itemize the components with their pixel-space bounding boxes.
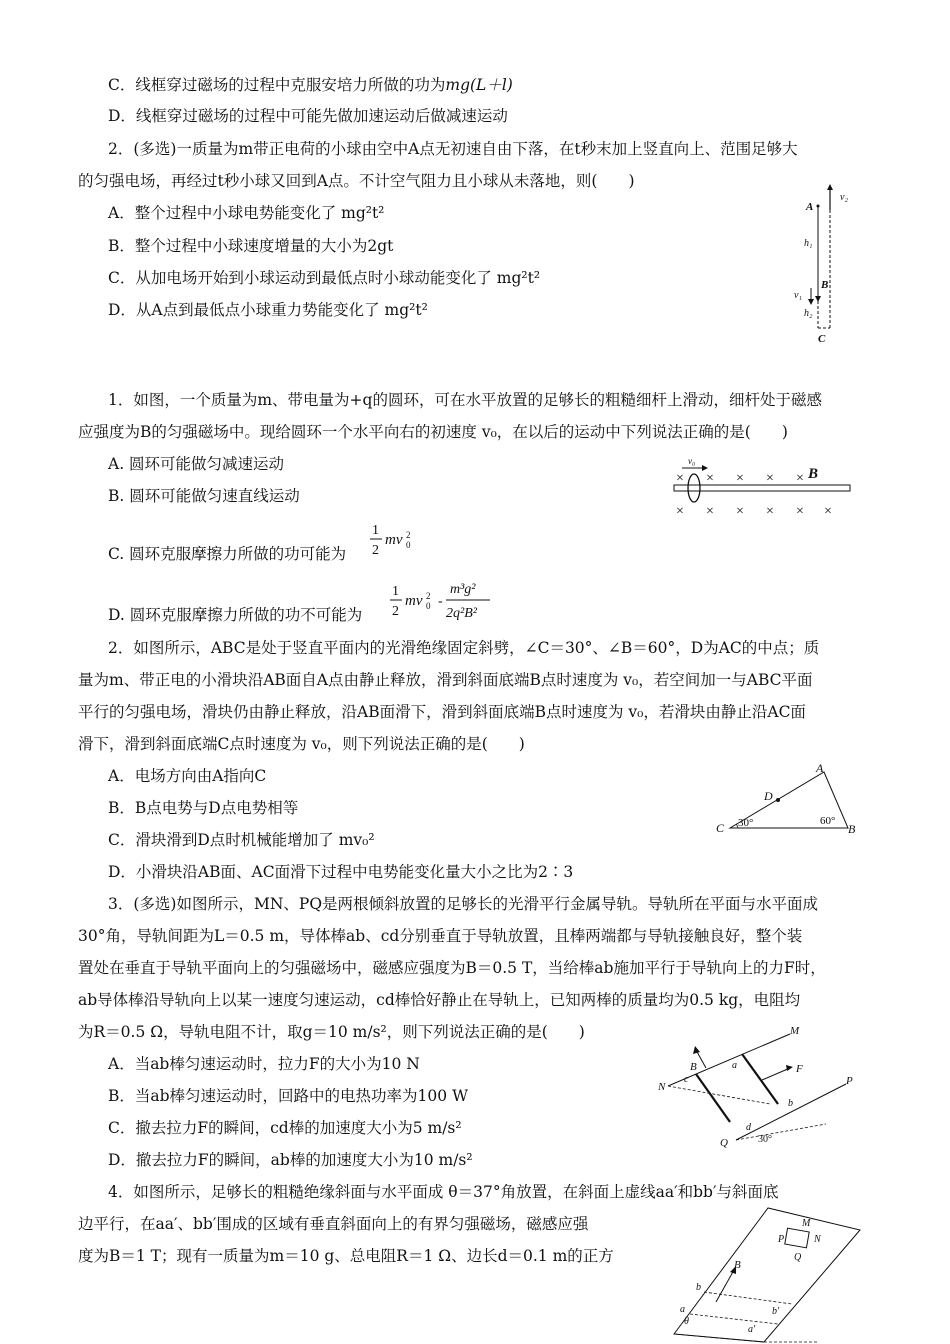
- label-b: B: [690, 1061, 697, 1073]
- point-d: [776, 798, 780, 802]
- angle-c: 30°: [738, 817, 754, 829]
- svg-text:×: ×: [736, 504, 744, 519]
- label-q: Q: [720, 1137, 728, 1149]
- label-b-small: b: [696, 1282, 701, 1293]
- line-aa: [690, 1314, 778, 1324]
- s2-q3-stem-line3: 置处在垂直于导轨平面向上的匀强磁场中，磁感应强度为B＝0.5 T，当给棒ab施加平行于导轨向上的力F时，: [78, 959, 826, 977]
- f-arrowhead: [786, 1065, 793, 1071]
- label-h1: h₁: [804, 238, 813, 249]
- q-prev-option-c: [108, 75, 513, 95]
- sup-2: 2: [426, 591, 431, 601]
- label-v0: v₀: [688, 456, 696, 466]
- mv: mv: [385, 532, 403, 548]
- label-theta: θ: [684, 1316, 689, 1327]
- s2-q2-stem-line1: 2．如图所示，ABC是处于竖直平面内的光滑绝缘固定斜劈，∠C＝30°、∠B＝60°，D为AC的中点；质: [108, 639, 820, 657]
- label-c: c: [684, 1074, 689, 1085]
- svg-text:×: ×: [766, 504, 774, 519]
- line-bb: [704, 1292, 792, 1304]
- rod-cd: [696, 1074, 730, 1122]
- minus: -: [438, 594, 443, 609]
- label-b: B: [821, 279, 829, 291]
- svg-text:×: ×: [766, 471, 774, 486]
- label-v2: v₂: [840, 192, 848, 203]
- q2-option-b: B．整个过程中小球速度增量的大小为2gt: [108, 237, 394, 255]
- rod-ab: [742, 1054, 778, 1104]
- s2-q3-stem-line2: 30°角，导轨间距为L＝0.5 m，导体棒ab、cd分别垂直于导轨放置，且棒两端都与导轨接触良好，整个装: [78, 927, 803, 945]
- q2-option-d: D．从A点到最低点小球重力势能变化了 mg²t²: [108, 301, 428, 319]
- s2-q2-stem-line4: 滑下，滑到斜面底端C点时速度为 v₀，则下列说法正确的是( ): [78, 735, 525, 753]
- label-a: A: [806, 201, 814, 213]
- s2-q3-option-a: A．当ab棒匀速运动时，拉力F的大小为10 N: [108, 1055, 420, 1073]
- q2-option-a: A．整个过程中小球电势能变化了 mg²t²: [108, 204, 385, 222]
- label-p: P: [778, 1234, 785, 1245]
- frac-num: 1: [372, 523, 379, 538]
- label-c: C: [716, 821, 725, 835]
- s2-q1-option-c: C. 圆环克服摩擦力所做的功可能为: [108, 545, 347, 563]
- s2-q4-stem-line2: 边平行，在aa′、bb′围成的区域有垂直斜面向上的有界匀强磁场，磁感应强: [78, 1215, 589, 1233]
- s2-q2-stem-line3: 平行的匀强电场，滑块仍由静止释放，沿AB面滑下，滑到斜面底端B点时速度为 v₀，若滑块由静止沿AC面: [78, 703, 806, 721]
- f-arrow: [762, 1068, 790, 1080]
- base-line: [674, 1334, 764, 1342]
- incline-figure: [668, 1206, 868, 1342]
- v2-arrowhead: [827, 184, 833, 190]
- dash-2: [668, 1086, 770, 1104]
- s2-q3-option-c: C．撤去拉力F的瞬间，cd棒的加速度大小为5 m/s²: [108, 1119, 462, 1137]
- s2-q2-stem-line2: 量为m、带正电的小滑块沿AB面自A点由静止释放，滑到斜面底端B点时速度为 v₀，若空间加一与ABC平面: [78, 671, 813, 689]
- label-v1: v₁: [794, 290, 802, 301]
- rail-pq: [736, 1084, 846, 1140]
- label-a: A: [816, 761, 824, 775]
- label-d: D: [764, 789, 773, 803]
- s2-q2-option-d: D．小滑块沿AB面、AC面滑下过程中电势能变化量大小之比为2∶3: [108, 863, 574, 881]
- label-h2: h₂: [804, 308, 813, 319]
- ring-rod-figure: [672, 452, 862, 522]
- ball-motion-figure: [790, 180, 860, 350]
- label-b-prime: b′: [772, 1306, 780, 1317]
- svg-text:×: ×: [676, 471, 684, 486]
- square-loop: [785, 1228, 809, 1248]
- label-m: M: [802, 1218, 811, 1229]
- incline-plane: [674, 1208, 860, 1342]
- s2-q1-stem-line2: 应强度为B的匀强磁场中。现给圆环一个水平向右的初速度 v₀，在以后的运动中下列说法正确的是( ): [78, 423, 788, 441]
- s2-q1-option-b: B. 圆环可能做匀速直线运动: [108, 487, 300, 505]
- label-a-prime: a′: [748, 1324, 756, 1335]
- label-b: B: [734, 1259, 741, 1271]
- rails-figure: [650, 1024, 860, 1154]
- svg-text:×: ×: [824, 504, 832, 519]
- s2-q1-option-a: A. 圆环可能做匀减速运动: [108, 455, 285, 473]
- den: 2q²B²: [446, 606, 477, 621]
- formula-c: [368, 520, 428, 566]
- s2-q1-stem-line1: 1．如图，一个质量为m、带电量为+q的圆环，可在水平放置的足够长的粗糙细杆上滑动，细杆处于磁感: [108, 391, 822, 409]
- s2-q4-stem-line3: 度为B＝1 T；现有一质量为m＝10 g、总电阻R＝1 Ω、边长d＝0.1 m的正方: [78, 1247, 614, 1265]
- v1-arrowhead: [808, 299, 814, 305]
- svg-text:×: ×: [796, 471, 804, 486]
- s2-q3-stem-line4: ab导体棒沿导轨向上以某一速度匀速运动，cd棒恰好静止在导轨上，已知两棒的质量均为0.5 kg，电阻均: [78, 991, 801, 1009]
- option-text: C．线框穿过磁场的过程中克服安培力所做的功为: [108, 76, 446, 94]
- label-n: N: [658, 1081, 666, 1093]
- mv: mv: [405, 593, 423, 609]
- sub-0: 0: [426, 601, 431, 611]
- label-b-end: b: [788, 1098, 793, 1109]
- label-m: M: [790, 1025, 800, 1037]
- svg-text:×: ×: [676, 504, 684, 519]
- label-b: B: [808, 466, 819, 482]
- s2-q2-option-a: A．电场方向由A指向C: [108, 767, 267, 785]
- num: m³g²: [450, 582, 476, 597]
- sub-0: 0: [406, 540, 411, 550]
- label-a: a: [680, 1304, 685, 1315]
- s2-q3-option-b: B．当ab棒匀速运动时，回路中的电热功率为100 W: [108, 1087, 468, 1105]
- s2-q3-option-d: D．撤去拉力F的瞬间，ab棒的加速度大小为10 m/s²: [108, 1151, 473, 1169]
- s2-q3-stem-line5: 为R＝0.5 Ω，导轨电阻不计，取g＝10 m/s²，则下列说法正确的是( ): [78, 1023, 585, 1041]
- triangle-figure: [712, 762, 862, 840]
- frac-den: 2: [392, 604, 399, 619]
- q2-option-c: C．从加电场开始到小球运动到最低点时小球动能变化了 mg²t²: [108, 269, 541, 287]
- s2-q3-stem-line1: 3．(多选)如图所示，MN、PQ是两根倾斜放置的足够长的光滑平行金属导轨。导轨所在平面与水平面成: [108, 895, 819, 913]
- q2-stem-line2: 的匀强电场，再经过t秒小球又回到A点。不计空气阻力且小球从未落地，则( ): [78, 172, 635, 190]
- label-b: B: [848, 822, 856, 836]
- svg-text:×: ×: [736, 471, 744, 486]
- label-a: a: [732, 1060, 737, 1071]
- svg-text:×: ×: [706, 471, 714, 486]
- formula-d: [388, 575, 498, 625]
- q2-stem-line1: 2．(多选)一质量为m带正电荷的小球由空中A点无初速自由下落，在t秒末加上竖直向上、范围足够大: [108, 140, 798, 158]
- label-p: P: [846, 1075, 853, 1087]
- sup-2: 2: [406, 530, 411, 540]
- svg-text:×: ×: [796, 504, 804, 519]
- label-f: F: [796, 1063, 803, 1075]
- q-prev-option-d: D．线框穿过磁场的过程中可能先做加速运动后做减速运动: [108, 107, 508, 125]
- frac-den: 2: [372, 543, 379, 558]
- label-q: Q: [794, 1252, 802, 1263]
- formula: mg(L＋l): [445, 76, 513, 94]
- label-d: d: [746, 1122, 751, 1133]
- frac-num: 1: [392, 584, 399, 599]
- s2-q2-option-b: B．B点电势与D点电势相等: [108, 799, 299, 817]
- label-c: C: [818, 333, 826, 345]
- label-n: N: [814, 1234, 821, 1245]
- b-arrowhead: [693, 1046, 700, 1054]
- s2-q4-stem-line1: 4．如图所示，足够长的粗糙绝缘斜面与水平面成 θ＝37°角放置，在斜面上虚线aa′和bb′与斜面底: [108, 1183, 779, 1201]
- angle-b: 60°: [820, 815, 836, 827]
- s2-q2-option-c: C．滑块滑到D点时机械能增加了 mv₀²: [108, 831, 375, 849]
- svg-text:×: ×: [706, 504, 714, 519]
- s2-q1-option-d: D. 圆环克服摩擦力所做的功不可能为: [108, 606, 363, 624]
- angle-30: 30°: [758, 1134, 772, 1145]
